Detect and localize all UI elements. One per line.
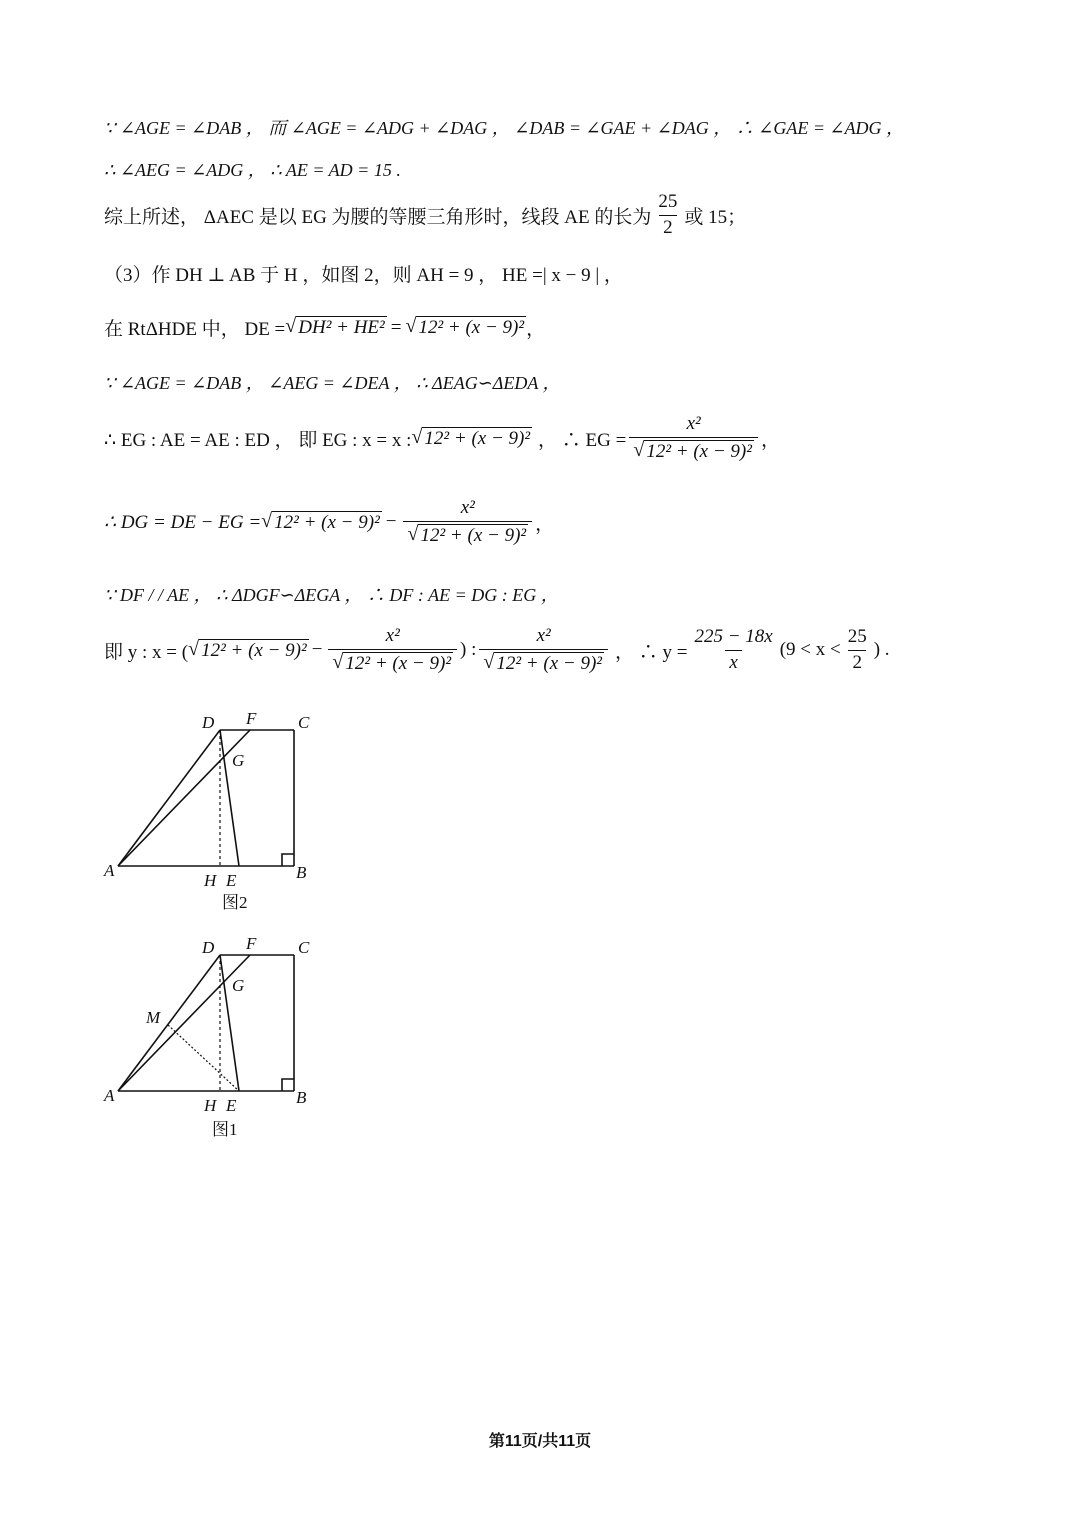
denominator: 2	[848, 650, 866, 674]
text: (9 < x <	[779, 639, 841, 661]
label-G: G	[232, 976, 245, 995]
text: 即 y : x = (	[104, 641, 189, 663]
fraction	[629, 414, 758, 463]
solution-line-9	[104, 581, 559, 607]
numerator: x²	[385, 625, 400, 646]
label-A: A	[104, 1086, 115, 1105]
text: −	[311, 639, 323, 661]
label-C: C	[298, 938, 310, 957]
solution-line-4	[104, 260, 623, 287]
numerator: 25	[658, 191, 678, 212]
label-B: B	[296, 863, 307, 882]
radicand: 12² + (x − 9)²	[345, 652, 452, 674]
radicand: 12² + (x − 9)²	[418, 317, 525, 339]
text: 或 15；	[684, 206, 747, 228]
numerator: x²	[686, 413, 701, 434]
denominator: √ 12² + (x − 9)²	[479, 649, 608, 675]
sqrt: √ 12² + (x − 9)²	[261, 509, 380, 533]
text: ， ∴ EG =	[538, 429, 627, 451]
radicand: 12² + (x − 9)²	[424, 427, 531, 449]
text: 综上所述， ΔAEC 是以 EG 为腰的等腰三角形时，线段 AE 的长为	[104, 206, 652, 228]
label-E: E	[226, 871, 237, 890]
text: ， ∴ y =	[614, 641, 688, 663]
segment-ME	[168, 1025, 239, 1091]
text: ) :	[460, 639, 477, 661]
text: （3）作 DH ⊥ AB 于 H ，如图 2，则 AH = 9 ， HE =| x − 9 | ，	[104, 265, 623, 286]
radicand: 12² + (x − 9)²	[274, 511, 380, 533]
solution-line-8	[104, 498, 554, 547]
label-B: B	[296, 1088, 307, 1107]
text: ∵ ∠AGE = ∠DAB ， ∠AEG = ∠DEA ， ∴ ΔEAG∽ΔEDA ，	[104, 373, 561, 393]
numerator: x²	[536, 625, 551, 646]
fraction	[844, 627, 871, 674]
segment-AD	[118, 955, 220, 1091]
label-F: F	[246, 709, 257, 728]
radicand: 12² + (x − 9)²	[201, 639, 307, 661]
solution-line-3	[104, 192, 746, 239]
sqrt: √ DH² + HE²	[285, 315, 385, 339]
label-H: H	[204, 871, 217, 890]
text: ∵ ∠AGE = ∠DAB ， 而 ∠AGE = ∠ADG + ∠DAG ， ∠DAB = ∠GAE + ∠DAG ， ∴ ∠GAE = ∠ADG ，	[104, 118, 905, 138]
label-E: E	[226, 1096, 237, 1115]
label-C: C	[298, 713, 310, 732]
geometry-figure-1	[96, 925, 356, 1145]
denominator: √ 12² + (x − 9)²	[328, 649, 457, 675]
label-D: D	[202, 938, 215, 957]
text: ，	[535, 513, 555, 535]
sqrt: √ 12² + (x − 9)²	[188, 637, 307, 661]
text: ∴ EG : AE = AE : ED ， 即 EG : x = x :	[104, 429, 412, 451]
numerator: 25	[847, 625, 867, 647]
right-angle-mark	[282, 1079, 294, 1091]
text: ，	[760, 429, 780, 451]
text: ∵ DF / / AE ， ∴ ΔDGF∽ΔEGA ， ∴ DF : AE = DG : EG ，	[104, 585, 559, 605]
segment-AD	[118, 730, 220, 866]
label-M: M	[146, 1008, 161, 1027]
text: =	[390, 316, 402, 338]
text: ，	[526, 319, 546, 340]
sqrt: √ 12² + (x − 9)²	[411, 425, 531, 449]
solution-line-6	[104, 369, 561, 395]
fraction	[654, 192, 681, 239]
text: ) .	[873, 639, 890, 661]
denominator: √ 12² + (x − 9)²	[403, 521, 532, 547]
solution-line-7	[104, 414, 780, 463]
radicand: 12² + (x − 9)²	[646, 440, 752, 462]
label-G: G	[232, 751, 245, 770]
numerator: x²	[460, 497, 475, 518]
page-footer: 第11页/共11页	[488, 1433, 592, 1450]
fraction	[403, 498, 532, 547]
radicand: 12² + (x − 9)²	[420, 524, 527, 546]
text: ∴ ∠AEG = ∠ADG ， ∴ AE = AD = 15 .	[104, 160, 401, 180]
figure-caption: 图1	[212, 1120, 238, 1139]
right-angle-mark	[282, 854, 294, 866]
label-A: A	[104, 861, 115, 880]
geometry-figure-2	[96, 700, 356, 920]
radicand: DH² + HE²	[298, 317, 385, 339]
radicand: 12² + (x − 9)²	[496, 652, 602, 674]
solution-line-5	[104, 314, 545, 341]
label-F: F	[246, 934, 257, 953]
denominator: x	[725, 650, 741, 674]
label-H: H	[204, 1096, 217, 1115]
sqrt: √ 12² + (x − 9)²	[405, 315, 525, 339]
solution-line-10	[104, 626, 890, 675]
figure-caption: 图2	[222, 893, 248, 912]
solution-line-1	[104, 114, 904, 140]
fraction	[328, 626, 457, 675]
solution-line-2	[104, 156, 401, 182]
text: ∴ DG = DE − EG =	[104, 511, 262, 533]
denominator: 2	[659, 215, 677, 239]
fraction	[479, 626, 608, 675]
numerator: 225 − 18x	[694, 625, 773, 647]
denominator: √ 12² + (x − 9)²	[629, 437, 758, 463]
text: −	[385, 511, 397, 533]
label-D: D	[202, 713, 215, 732]
fraction	[690, 627, 776, 674]
text: 在 RtΔHDE 中， DE =	[104, 319, 286, 340]
